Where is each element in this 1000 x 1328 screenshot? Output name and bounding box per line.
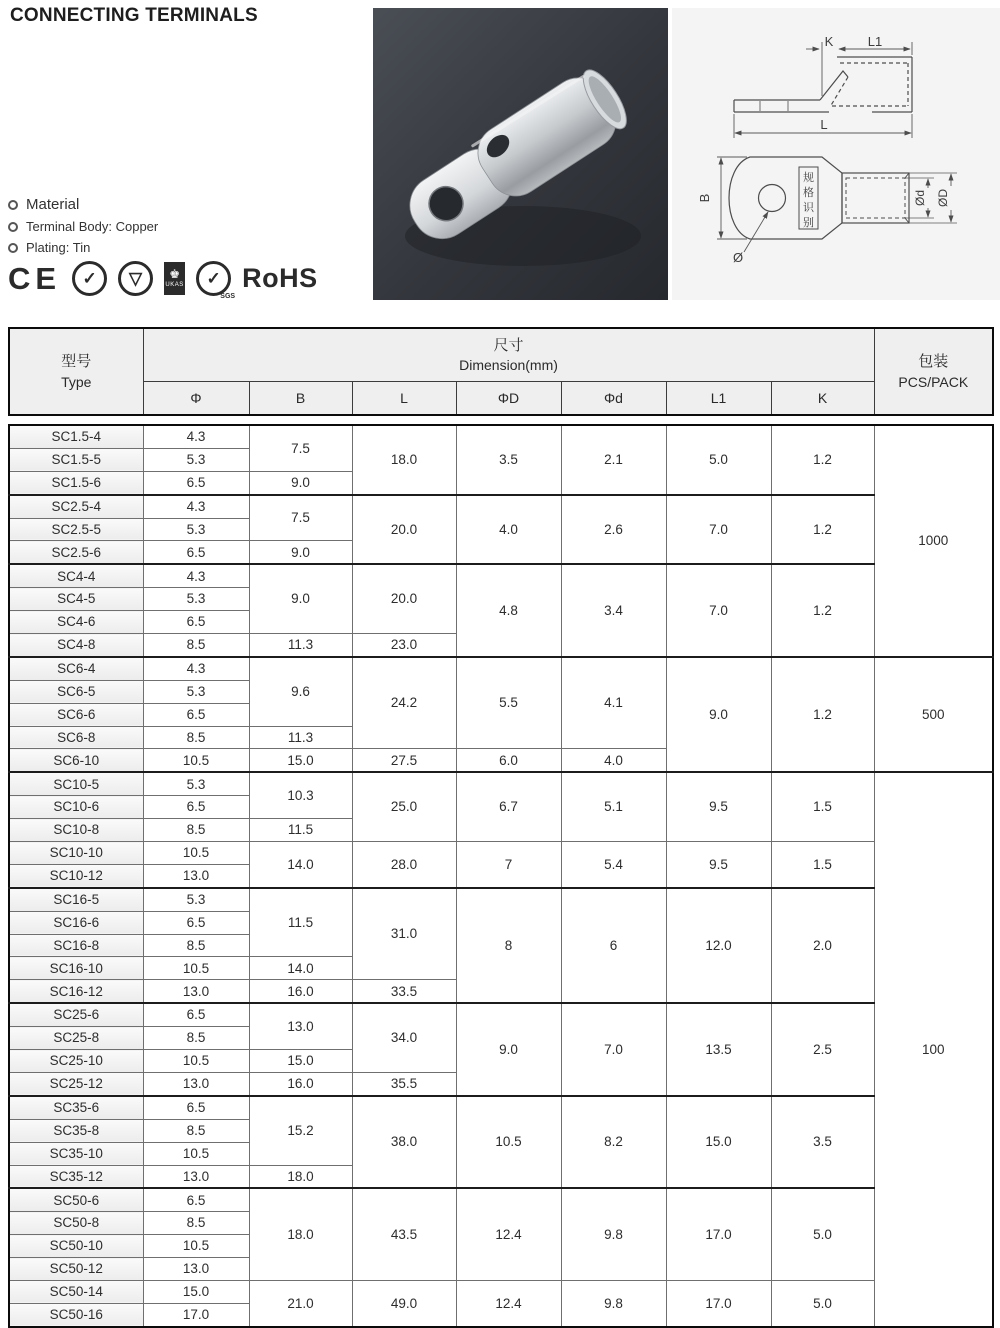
dim-cell: 6.5 bbox=[143, 611, 249, 634]
dim-cell: 6.5 bbox=[143, 911, 249, 934]
dim-cell: 9.8 bbox=[561, 1188, 666, 1280]
dim-cell: 4.3 bbox=[143, 657, 249, 680]
sgs-badge-icon: ✓ bbox=[196, 261, 231, 296]
dim-cell: 6.5 bbox=[143, 703, 249, 726]
dim-cell: 15.0 bbox=[143, 1280, 249, 1303]
header-type-cn: 型号 bbox=[61, 353, 92, 371]
type-cell: SC10-12 bbox=[9, 864, 143, 887]
dim-cell: 15.2 bbox=[249, 1096, 352, 1165]
dim-cell: 6.5 bbox=[143, 1096, 249, 1119]
dim-cell: 18.0 bbox=[249, 1188, 352, 1280]
material-heading: Material bbox=[26, 196, 80, 213]
type-cell: SC35-12 bbox=[9, 1165, 143, 1188]
header-col-l1: L1 bbox=[666, 381, 771, 415]
dim-cell: 7.5 bbox=[249, 425, 352, 471]
sgs-label: SGS bbox=[220, 292, 236, 300]
dim-cell: 1.5 bbox=[771, 842, 874, 888]
dim-cell: 18.0 bbox=[249, 1165, 352, 1188]
header-col-phid-big: ΦD bbox=[456, 381, 561, 415]
type-cell: SC35-6 bbox=[9, 1096, 143, 1119]
dim-cell: 6.5 bbox=[143, 1003, 249, 1026]
dim-cell: 43.5 bbox=[352, 1188, 456, 1280]
pack-cell: 1000 bbox=[874, 425, 993, 657]
dim-cell: 9.5 bbox=[666, 842, 771, 888]
dim-cell: 3.5 bbox=[771, 1096, 874, 1189]
dim-cell: 11.5 bbox=[249, 888, 352, 957]
dim-cell: 4.1 bbox=[561, 657, 666, 749]
type-cell: SC10-5 bbox=[9, 772, 143, 795]
dim-cell: 7.5 bbox=[249, 495, 352, 541]
type-cell: SC16-10 bbox=[9, 957, 143, 980]
dim-cell: 8.5 bbox=[143, 819, 249, 842]
dim-cell: 1.2 bbox=[771, 425, 874, 495]
dim-cell: 3.5 bbox=[456, 425, 561, 495]
dim-cell: 15.0 bbox=[249, 749, 352, 772]
dim-cell: 18.0 bbox=[352, 425, 456, 495]
type-cell: SC16-6 bbox=[9, 911, 143, 934]
dim-cell: 10.5 bbox=[143, 957, 249, 980]
dim-cell: 2.6 bbox=[561, 495, 666, 565]
dim-cell: 14.0 bbox=[249, 842, 352, 888]
type-cell: SC16-8 bbox=[9, 934, 143, 957]
type-cell: SC10-6 bbox=[9, 796, 143, 819]
dim-cell: 5.0 bbox=[666, 425, 771, 495]
dim-cell: 35.5 bbox=[352, 1072, 456, 1095]
type-cell: SC6-10 bbox=[9, 749, 143, 772]
dim-cell: 27.5 bbox=[352, 749, 456, 772]
header-col-phid-small: Φd bbox=[561, 381, 666, 415]
dim-cell: 5.3 bbox=[143, 588, 249, 611]
table-row bbox=[9, 495, 993, 518]
dim-cell: 15.0 bbox=[249, 1050, 352, 1073]
table-row bbox=[9, 772, 993, 795]
type-cell: SC4-4 bbox=[9, 564, 143, 587]
type-cell: SC50-14 bbox=[9, 1280, 143, 1303]
svg-text:格: 格 bbox=[803, 187, 814, 199]
dim-label-dia: Ø bbox=[732, 250, 744, 265]
type-cell: SC4-8 bbox=[9, 634, 143, 657]
dim-cell: 9.0 bbox=[456, 1003, 561, 1096]
type-cell: SC6-8 bbox=[9, 726, 143, 749]
dim-cell: 5.3 bbox=[143, 772, 249, 795]
dim-cell: 9.0 bbox=[249, 471, 352, 494]
bullet-icon bbox=[8, 243, 18, 253]
svg-text:别: 别 bbox=[803, 217, 814, 229]
type-cell: SC50-8 bbox=[9, 1212, 143, 1235]
dim-cell: 24.2 bbox=[352, 657, 456, 749]
type-cell: SC50-16 bbox=[9, 1303, 143, 1326]
dim-cell: 10.5 bbox=[143, 1142, 249, 1165]
dim-cell: 34.0 bbox=[352, 1003, 456, 1072]
material-item: Terminal Body: Copper bbox=[26, 219, 159, 234]
crown-icon: ♚ bbox=[169, 267, 180, 281]
dim-cell: 49.0 bbox=[352, 1280, 456, 1326]
dim-cell: 28.0 bbox=[352, 842, 456, 888]
dim-cell: 4.8 bbox=[456, 564, 561, 657]
dim-cell: 25.0 bbox=[352, 772, 456, 841]
dim-cell: 6.7 bbox=[456, 772, 561, 841]
dim-cell: 12.4 bbox=[456, 1280, 561, 1326]
dim-cell: 14.0 bbox=[249, 957, 352, 980]
svg-text:识: 识 bbox=[803, 202, 814, 214]
type-cell: SC1.5-6 bbox=[9, 471, 143, 494]
type-cell: SC50-12 bbox=[9, 1258, 143, 1281]
dim-cell: 13.0 bbox=[249, 1003, 352, 1049]
dimension-drawing-graphic bbox=[672, 8, 1000, 300]
type-cell: SC6-5 bbox=[9, 680, 143, 703]
dim-cell: 11.5 bbox=[249, 819, 352, 842]
dim-cell: 15.0 bbox=[666, 1096, 771, 1189]
page-title: CONNECTING TERMINALS bbox=[10, 5, 258, 26]
type-cell: SC2.5-6 bbox=[9, 541, 143, 564]
bullet-icon bbox=[8, 222, 18, 232]
header-col-k: K bbox=[771, 381, 874, 415]
dim-cell: 5.1 bbox=[561, 772, 666, 841]
dim-cell: 6.5 bbox=[143, 796, 249, 819]
type-cell: SC2.5-4 bbox=[9, 495, 143, 518]
dim-cell: 33.5 bbox=[352, 980, 456, 1003]
type-cell: SC16-5 bbox=[9, 888, 143, 911]
product-photo bbox=[373, 8, 668, 300]
dim-cell: 7.0 bbox=[666, 564, 771, 657]
dim-cell: 1.2 bbox=[771, 495, 874, 565]
material-item: Plating: Tin bbox=[26, 240, 91, 255]
dim-cell: 8 bbox=[456, 888, 561, 1003]
dim-cell: 31.0 bbox=[352, 888, 456, 980]
type-cell: SC50-6 bbox=[9, 1188, 143, 1211]
dim-cell: 8.5 bbox=[143, 634, 249, 657]
sgs-badge bbox=[196, 261, 236, 300]
dim-cell: 38.0 bbox=[352, 1096, 456, 1189]
type-cell: SC10-8 bbox=[9, 819, 143, 842]
terminal-photo-graphic bbox=[373, 8, 668, 300]
dim-cell: 6.5 bbox=[143, 541, 249, 564]
type-cell: SC4-5 bbox=[9, 588, 143, 611]
dim-cell: 5.3 bbox=[143, 448, 249, 471]
type-cell: SC4-6 bbox=[9, 611, 143, 634]
dim-cell: 21.0 bbox=[249, 1280, 352, 1326]
header-dimension bbox=[143, 328, 874, 381]
dim-cell: 11.3 bbox=[249, 726, 352, 749]
header-pack bbox=[874, 328, 993, 415]
dim-cell: 9.0 bbox=[249, 564, 352, 633]
header-pack-cn: 包装 bbox=[918, 353, 949, 371]
type-cell: SC1.5-4 bbox=[9, 425, 143, 448]
table-row bbox=[9, 657, 993, 680]
dim-label-dia-d: Ød bbox=[913, 189, 927, 207]
rohs-label: RoHS bbox=[242, 262, 318, 293]
dim-cell: 4.3 bbox=[143, 495, 249, 518]
type-cell: SC35-8 bbox=[9, 1119, 143, 1142]
dim-cell: 9.5 bbox=[666, 772, 771, 841]
weee-badge-icon: ✓ bbox=[72, 261, 107, 296]
dim-cell: 6.0 bbox=[456, 749, 561, 772]
type-cell: SC25-8 bbox=[9, 1027, 143, 1050]
dim-cell: 11.3 bbox=[249, 634, 352, 657]
iso-badge-icon: ▽ bbox=[118, 261, 153, 296]
table-row bbox=[9, 842, 993, 865]
dim-cell: 7.0 bbox=[666, 495, 771, 565]
header-pack-en: PCS/PACK bbox=[898, 373, 969, 390]
header-col-b: B bbox=[249, 381, 352, 415]
dim-cell: 2.0 bbox=[771, 888, 874, 1003]
type-cell: SC50-10 bbox=[9, 1235, 143, 1258]
dim-cell: 2.1 bbox=[561, 425, 666, 495]
dim-cell: 8.5 bbox=[143, 934, 249, 957]
dim-cell: 23.0 bbox=[352, 634, 456, 657]
pack-cell: 500 bbox=[874, 657, 993, 772]
type-cell: SC10-10 bbox=[9, 842, 143, 865]
type-cell: SC6-4 bbox=[9, 657, 143, 680]
type-cell: SC25-6 bbox=[9, 1003, 143, 1026]
dim-cell: 3.4 bbox=[561, 564, 666, 657]
table-row bbox=[9, 1188, 993, 1211]
dim-label-l1: L1 bbox=[867, 34, 883, 49]
dim-label-l: L bbox=[820, 117, 828, 132]
dim-cell: 13.0 bbox=[143, 864, 249, 887]
ukas-badge-icon bbox=[164, 262, 185, 295]
dim-label-b: B bbox=[697, 193, 712, 203]
spec-table-header bbox=[8, 327, 994, 416]
dim-cell: 4.0 bbox=[561, 749, 666, 772]
dim-cell: 5.0 bbox=[771, 1280, 874, 1326]
dim-cell: 16.0 bbox=[249, 1072, 352, 1095]
material-item-row bbox=[8, 219, 158, 234]
dim-label-k: K bbox=[824, 34, 834, 49]
table-row bbox=[9, 1280, 993, 1303]
dim-cell: 13.0 bbox=[143, 1072, 249, 1095]
table-row bbox=[9, 888, 993, 911]
dim-cell: 5.3 bbox=[143, 680, 249, 703]
dim-cell: 5.3 bbox=[143, 888, 249, 911]
dim-cell: 1.2 bbox=[771, 657, 874, 772]
dim-label-dia-big: ØD bbox=[936, 189, 950, 207]
dim-cell: 13.0 bbox=[143, 980, 249, 1003]
dim-cell: 9.8 bbox=[561, 1280, 666, 1326]
header-type-en: Type bbox=[61, 373, 92, 390]
dim-cell: 4.3 bbox=[143, 564, 249, 587]
dim-cell: 13.0 bbox=[143, 1165, 249, 1188]
dim-cell: 1.5 bbox=[771, 772, 874, 841]
certification-marks bbox=[8, 258, 318, 298]
dim-cell: 20.0 bbox=[352, 564, 456, 633]
dim-cell: 5.3 bbox=[143, 518, 249, 541]
header-dim-en: Dimension(mm) bbox=[459, 356, 558, 373]
dim-cell: 8.5 bbox=[143, 726, 249, 749]
type-cell: SC25-10 bbox=[9, 1050, 143, 1073]
table-row bbox=[9, 1096, 993, 1119]
dim-cell: 12.4 bbox=[456, 1188, 561, 1280]
material-section bbox=[8, 196, 158, 261]
table-row bbox=[9, 1003, 993, 1026]
spec-table-body bbox=[8, 424, 994, 1328]
svg-text:规: 规 bbox=[803, 172, 814, 184]
dim-cell: 10.5 bbox=[456, 1096, 561, 1189]
dim-cell: 5.0 bbox=[771, 1188, 874, 1280]
technical-drawing bbox=[672, 8, 1000, 300]
table-row bbox=[9, 564, 993, 587]
dim-cell: 8.5 bbox=[143, 1027, 249, 1050]
header-col-l: L bbox=[352, 381, 456, 415]
dim-cell: 7.0 bbox=[561, 1003, 666, 1096]
type-cell: SC1.5-5 bbox=[9, 448, 143, 471]
header-col-phi: Φ bbox=[143, 381, 249, 415]
dim-cell: 6.5 bbox=[143, 471, 249, 494]
dim-cell: 17.0 bbox=[666, 1188, 771, 1280]
pack-cell: 100 bbox=[874, 772, 993, 1326]
dim-cell: 6.5 bbox=[143, 1188, 249, 1211]
dim-cell: 10.5 bbox=[143, 1050, 249, 1073]
type-cell: SC2.5-5 bbox=[9, 518, 143, 541]
dim-cell: 9.0 bbox=[666, 657, 771, 772]
type-cell: SC25-12 bbox=[9, 1072, 143, 1095]
ce-mark-icon: CE bbox=[8, 260, 62, 296]
dim-cell: 6 bbox=[561, 888, 666, 1003]
dim-cell: 1.2 bbox=[771, 564, 874, 657]
dim-cell: 12.0 bbox=[666, 888, 771, 1003]
dim-cell: 10.3 bbox=[249, 772, 352, 818]
dim-cell: 7 bbox=[456, 842, 561, 888]
material-item-row bbox=[8, 240, 158, 255]
header-type bbox=[9, 328, 143, 415]
dim-cell: 8.5 bbox=[143, 1212, 249, 1235]
spec-table-rows bbox=[9, 425, 993, 1327]
ukas-label: UKAS bbox=[165, 282, 184, 288]
type-cell: SC16-12 bbox=[9, 980, 143, 1003]
spec-tag-text bbox=[803, 170, 815, 229]
dim-cell: 16.0 bbox=[249, 980, 352, 1003]
dim-cell: 13.5 bbox=[666, 1003, 771, 1096]
bullet-icon bbox=[8, 200, 18, 210]
dim-cell: 10.5 bbox=[143, 1235, 249, 1258]
type-cell: SC6-6 bbox=[9, 703, 143, 726]
dim-cell: 13.0 bbox=[143, 1258, 249, 1281]
dim-cell: 10.5 bbox=[143, 749, 249, 772]
dim-cell: 2.5 bbox=[771, 1003, 874, 1096]
dim-cell: 8.5 bbox=[143, 1119, 249, 1142]
dim-cell: 8.2 bbox=[561, 1096, 666, 1189]
dim-cell: 4.3 bbox=[143, 425, 249, 448]
dim-cell: 9.0 bbox=[249, 541, 352, 564]
header-dim-cn: 尺寸 bbox=[493, 336, 524, 354]
material-heading-row bbox=[8, 196, 158, 213]
dim-cell: 4.0 bbox=[456, 495, 561, 565]
dim-cell: 17.0 bbox=[143, 1303, 249, 1326]
table-row bbox=[9, 425, 993, 448]
dim-cell: 5.4 bbox=[561, 842, 666, 888]
dim-cell: 17.0 bbox=[666, 1280, 771, 1326]
dim-cell: 20.0 bbox=[352, 495, 456, 565]
dim-cell: 9.6 bbox=[249, 657, 352, 726]
type-cell: SC35-10 bbox=[9, 1142, 143, 1165]
dim-cell: 10.5 bbox=[143, 842, 249, 865]
dim-cell: 5.5 bbox=[456, 657, 561, 749]
